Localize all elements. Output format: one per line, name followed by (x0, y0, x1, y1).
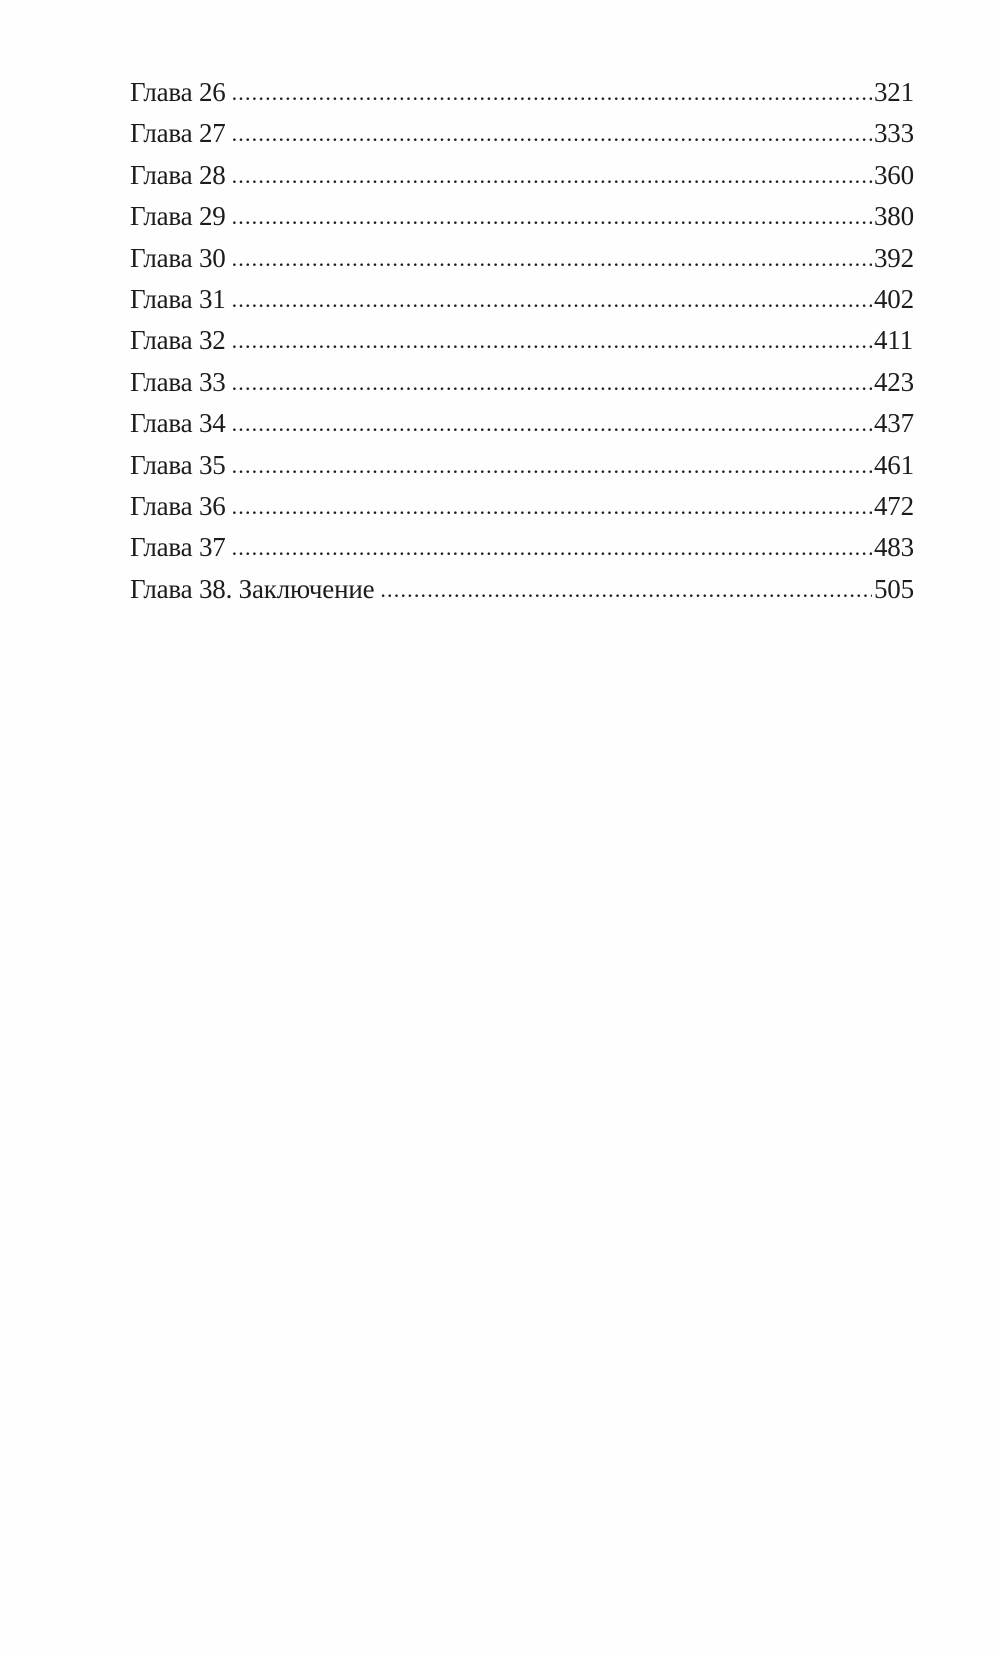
toc-entry-title: Глава 27 (130, 118, 226, 149)
toc-dot-leader (232, 113, 872, 154)
toc-entry-page: 321 (874, 77, 914, 107)
toc-entry-page: 483 (874, 532, 914, 563)
toc-entry-page: 472 (874, 490, 914, 521)
toc-dot-leader (232, 155, 872, 196)
toc-entry (130, 362, 918, 403)
toc-entry-title: Глава 28 (130, 159, 226, 190)
table-of-contents (130, 72, 918, 610)
toc-entry-title: Глава 30 (130, 242, 226, 273)
toc-entry-title: Глава 31 (130, 283, 226, 314)
toc-dot-leader (232, 527, 872, 568)
toc-entry-page: 423 (874, 366, 914, 397)
toc-entry (130, 445, 918, 486)
toc-entry-page: 402 (874, 283, 914, 314)
toc-dot-leader (232, 279, 872, 320)
toc-entry-title: Глава 36 (130, 490, 226, 521)
toc-dot-leader (232, 196, 872, 237)
toc-entry-page: 411 (874, 325, 913, 356)
toc-entry (130, 320, 918, 361)
toc-entry-title: Глава 33 (130, 366, 226, 397)
toc-dot-leader (232, 445, 872, 486)
toc-entry-title: Глава 26 (130, 77, 226, 107)
toc-entry (130, 113, 918, 154)
toc-entry (130, 527, 918, 568)
toc-entry-title: Глава 32 (130, 325, 226, 356)
toc-entry (130, 569, 918, 610)
toc-entry-title: Глава 37 (130, 532, 226, 563)
toc-entry (130, 279, 918, 320)
toc-entry-page: 392 (874, 242, 914, 273)
toc-entry-page: 437 (874, 408, 914, 439)
toc-entry (130, 72, 918, 113)
toc-entry-page: 360 (874, 159, 914, 190)
toc-dot-leader (232, 320, 872, 361)
toc-entry-title: Глава 29 (130, 201, 226, 232)
toc-entry-title: Глава 34 (130, 408, 226, 439)
toc-dot-leader (232, 403, 872, 444)
toc-entry-page: 380 (874, 201, 914, 232)
toc-entry-page: 461 (874, 449, 914, 480)
toc-entry-title: Глава 35 (130, 449, 226, 480)
toc-dot-leader (232, 362, 872, 403)
toc-entry (130, 155, 918, 196)
toc-entry-title: Глава 38. Заключение (130, 573, 375, 604)
toc-entry (130, 403, 918, 444)
toc-entry (130, 196, 918, 237)
toc-entry-page: 505 (874, 573, 914, 604)
toc-dot-leader (232, 72, 872, 113)
toc-entry-page: 333 (874, 118, 914, 149)
toc-dot-leader (380, 569, 872, 610)
toc-dot-leader (232, 238, 872, 279)
toc-entry (130, 486, 918, 527)
toc-entry (130, 238, 918, 279)
toc-dot-leader (232, 486, 872, 527)
